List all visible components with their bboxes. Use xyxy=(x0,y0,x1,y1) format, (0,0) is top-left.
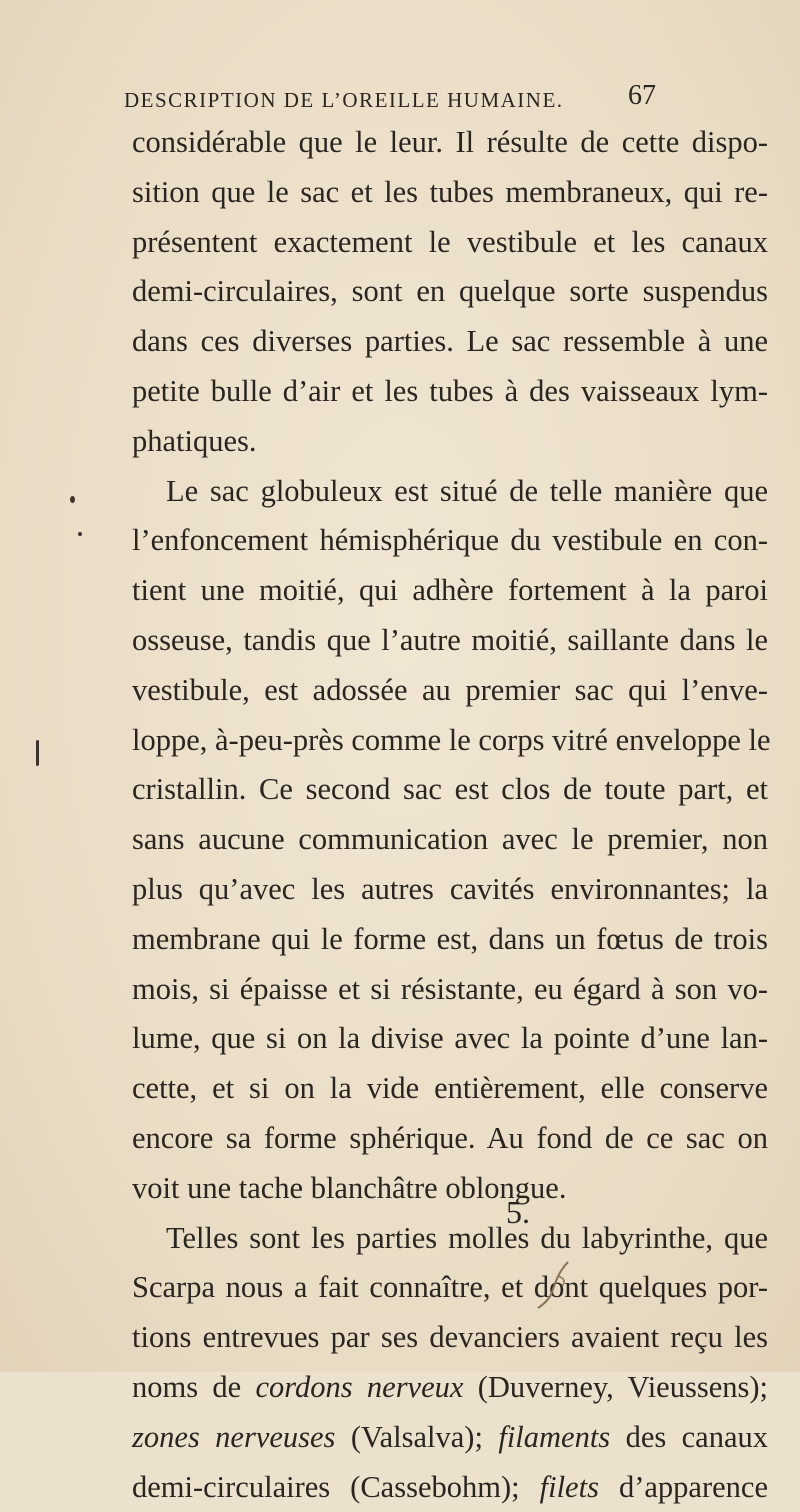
text-span: (Duverney, Vieussens); xyxy=(463,1369,768,1404)
paragraph-start-line: Le sac globuleux est situé de telle manière que xyxy=(166,473,768,508)
margin-spot xyxy=(36,740,39,766)
text-line: petite bulle d’air et les tubes à des vaisseaux lym- xyxy=(132,373,768,408)
text-line: l’enfoncement hémisphérique du vestibule en con- xyxy=(132,523,768,558)
text-line: présentent exactement le vestibule et les canaux xyxy=(132,224,768,259)
text-line: mois, si épaisse et si résistante, eu égard à son vo- xyxy=(132,971,768,1006)
text-line: tions entrevues par ses devanciers avaient reçu les xyxy=(132,1320,768,1355)
margin-spot xyxy=(78,532,82,536)
text-line: cette, et si on la vide entièrement, elle conserve xyxy=(132,1071,768,1106)
text-line: encore sa forme sphérique. Au fond de ce sac on xyxy=(132,1120,768,1155)
text-line: plus qu’avec les autres cavités environnantes; la xyxy=(132,871,768,906)
text-line: membrane qui le forme est, dans un fœtus de trois xyxy=(132,921,768,956)
text-span: demi-circulaires (Cassebohm); xyxy=(132,1469,540,1504)
text-line: loppe, à-peu-près comme le corps vitré enveloppe le xyxy=(132,722,771,757)
margin-spot xyxy=(70,496,75,503)
text-line: voit une tache blanchâtre oblongue. xyxy=(132,1170,567,1205)
text-line xyxy=(132,1413,768,1463)
text-span: (Valsalva); xyxy=(335,1419,499,1454)
text-line: sans aucune communication avec le premier, non xyxy=(132,822,768,857)
italic-term: filaments xyxy=(498,1419,611,1454)
paragraph-start-line: Telles sont les parties molles du labyrinthe, que xyxy=(166,1220,768,1255)
text-span: d’apparence xyxy=(598,1469,768,1504)
signature-mark: 5. xyxy=(506,1194,530,1230)
italic-term: zones nerveuses xyxy=(132,1419,336,1454)
running-title: DESCRIPTION DE L’OREILLE HUMAINE. xyxy=(124,88,564,112)
text-line: phatiques. xyxy=(132,423,257,458)
text-line: Scarpa nous a fait connaître, et dont quelques por- xyxy=(132,1270,768,1305)
text-line xyxy=(132,1363,768,1413)
text-line: vestibule, est adossée au premier sac qui l’enve- xyxy=(132,672,768,707)
text-line: demi-circulaires, sont en quelque sorte suspendus xyxy=(132,274,768,309)
body-text xyxy=(132,118,771,1512)
running-head xyxy=(124,80,664,120)
text-line: dans ces diverses parties. Le sac ressemble à une xyxy=(132,324,768,359)
page-number: 67 xyxy=(628,80,656,111)
italic-term: cordons nerveux xyxy=(255,1369,464,1404)
text-line: considérable que le leur. Il résulte de cette dispo- xyxy=(132,125,768,159)
text-line: tient une moitié, qui adhère fortement à la paroi xyxy=(132,573,768,608)
text-line: sition que le sac et les tubes membraneux, qui re- xyxy=(132,174,768,209)
text-span: des canaux xyxy=(610,1419,768,1454)
text-span: noms de xyxy=(132,1369,256,1404)
text-line: osseuse, tandis que l’autre moitié, saillante dans le xyxy=(132,622,768,657)
pencil-scribble-icon xyxy=(530,1256,580,1316)
text-line: cristallin. Ce second sac est clos de toute part, et xyxy=(132,772,768,807)
text-line: lume, que si on la divise avec la pointe d’une lan- xyxy=(132,1021,768,1056)
italic-term: filets xyxy=(539,1469,599,1504)
text-line xyxy=(132,1463,768,1512)
